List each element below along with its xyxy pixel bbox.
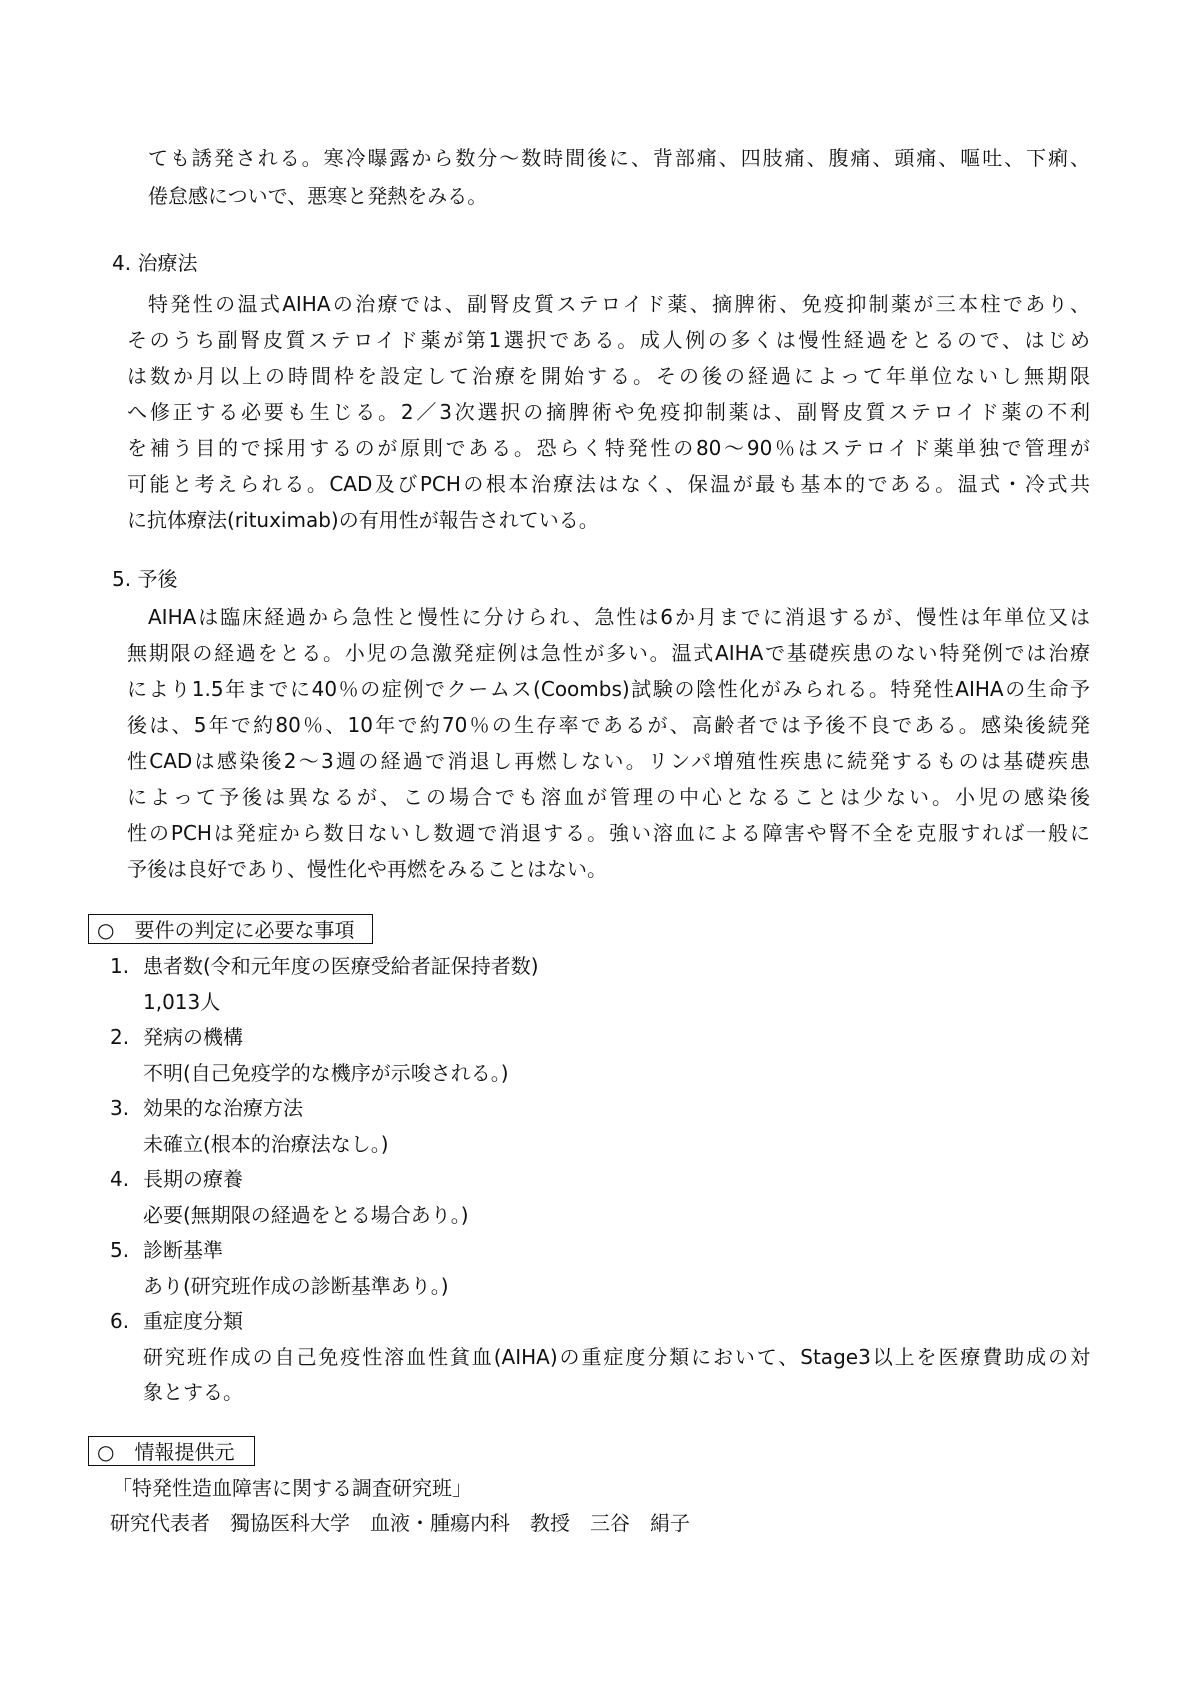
item-body: あり(研究班作成の診断基準あり。) <box>143 1273 449 1298</box>
paragraph-line: 予後は良好であり、慢性化や再燃をみることはない。 <box>127 857 607 881</box>
paragraph-line: によって予後は異なるが、この場合でも溶血が管理の中心となることは少ない。小児の感染後 <box>127 785 1090 809</box>
requirements-heading-box: ○ 要件の判定に必要な事項 <box>88 914 373 944</box>
paragraph-line: ても誘発される。寒冷曝露から数分〜数時間後に、背部痛、四肢痛、腹痛、頭痛、嘔吐、下痢、 <box>148 146 1090 170</box>
paragraph-line: AIHAは臨床経過から急性と慢性に分けられ、急性は6か月までに消退するが、慢性は年単位又は <box>148 605 1090 629</box>
item-number: 4. <box>110 1167 130 1191</box>
item-number: 2. <box>110 1025 130 1049</box>
item-body: 不明(自己免疫学的な機序が示唆される。) <box>143 1060 509 1085</box>
item-title: 効果的な治療方法 <box>143 1096 303 1120</box>
section-heading-treatment: 4. 治療法 <box>112 251 198 275</box>
paragraph-line: 特発性の温式AIHAの治療では、副腎皮質ステロイド薬、摘脾術、免疫抑制薬が三本柱であり、 <box>148 292 1090 316</box>
paragraph-line: 性CADは感染後2〜3週の経過で消退し再燃しない。リンパ増殖性疾患に続発するものは基礎疾患 <box>127 749 1090 773</box>
representative: 研究代表者 獨協医科大学 血液・腫瘍内科 教授 三谷 絹子 <box>110 1511 690 1535</box>
paragraph-line: に抗体療法(rituximab)の有用性が報告されている。 <box>127 508 599 532</box>
paragraph-line: 無期限の経過をとる。小児の急激発症例は急性が多い。温式AIHAで基礎疾患のない特発例では治療 <box>127 641 1090 665</box>
item-title: 発病の機構 <box>143 1025 243 1049</box>
section-heading-prognosis: 5. 予後 <box>112 567 178 591</box>
item-title: 患者数(令和元年度の医療受給者証保持者数) <box>143 954 539 978</box>
research-group: 「特発性造血障害に関する調査研究班」 <box>112 1476 472 1500</box>
item-number: 3. <box>110 1096 130 1120</box>
item-body: 研究班作成の自己免疫性溶血性貧血(AIHA)の重症度分類において、Stage3以上を医療費助成の対 <box>143 1344 1090 1369</box>
paragraph-line: 性のPCHは発症から数日ないし数週で消退する。強い溶血による障害や腎不全を克服すれば一般に <box>127 821 1090 845</box>
paragraph-line: 倦怠感についで、悪寒と発熱をみる。 <box>148 184 488 208</box>
item-body: 未確立(根本的治療法なし。) <box>143 1131 389 1156</box>
paragraph-line: 後は、5年で約80％、10年で約70％の生存率であるが、高齢者では予後不良である。感染後続発 <box>127 713 1090 737</box>
item-title: 重症度分類 <box>143 1309 243 1333</box>
paragraph-line: により1.5年までに40％の症例でクームス(Coombs)試験の陰性化がみられる。特発性AIHAの生命予 <box>127 677 1090 701</box>
paragraph-line: そのうち副腎皮質ステロイド薬が第1選択である。成人例の多くは慢性経過をとるので、はじめ <box>127 328 1090 352</box>
paragraph-line: へ修正する必要も生じる。2／3次選択の摘脾術や免疫抑制薬は、副腎皮質ステロイド薬の不利 <box>127 400 1090 424</box>
item-title: 長期の療養 <box>143 1167 243 1191</box>
item-body: 象とする。 <box>143 1380 243 1404</box>
source-heading-box: ○ 情報提供元 <box>88 1436 255 1466</box>
item-body: 必要(無期限の経過をとる場合あり。) <box>143 1202 469 1227</box>
item-body: 1,013人 <box>143 989 221 1014</box>
item-number: 5. <box>110 1238 130 1262</box>
item-number: 1. <box>110 954 130 978</box>
paragraph-line: 可能と考えられる。CAD及びPCHの根本治療法はなく、保温が最も基本的である。温式・冷式共 <box>127 472 1090 496</box>
paragraph-line: を補う目的で採用するのが原則である。恐らく特発性の80〜90％はステロイド薬単独で管理が <box>127 436 1090 460</box>
item-title: 診断基準 <box>143 1238 223 1262</box>
item-number: 6. <box>110 1309 130 1333</box>
paragraph-line: は数か月以上の時間枠を設定して治療を開始する。その後の経過によって年単位ないし無期限 <box>127 364 1090 388</box>
